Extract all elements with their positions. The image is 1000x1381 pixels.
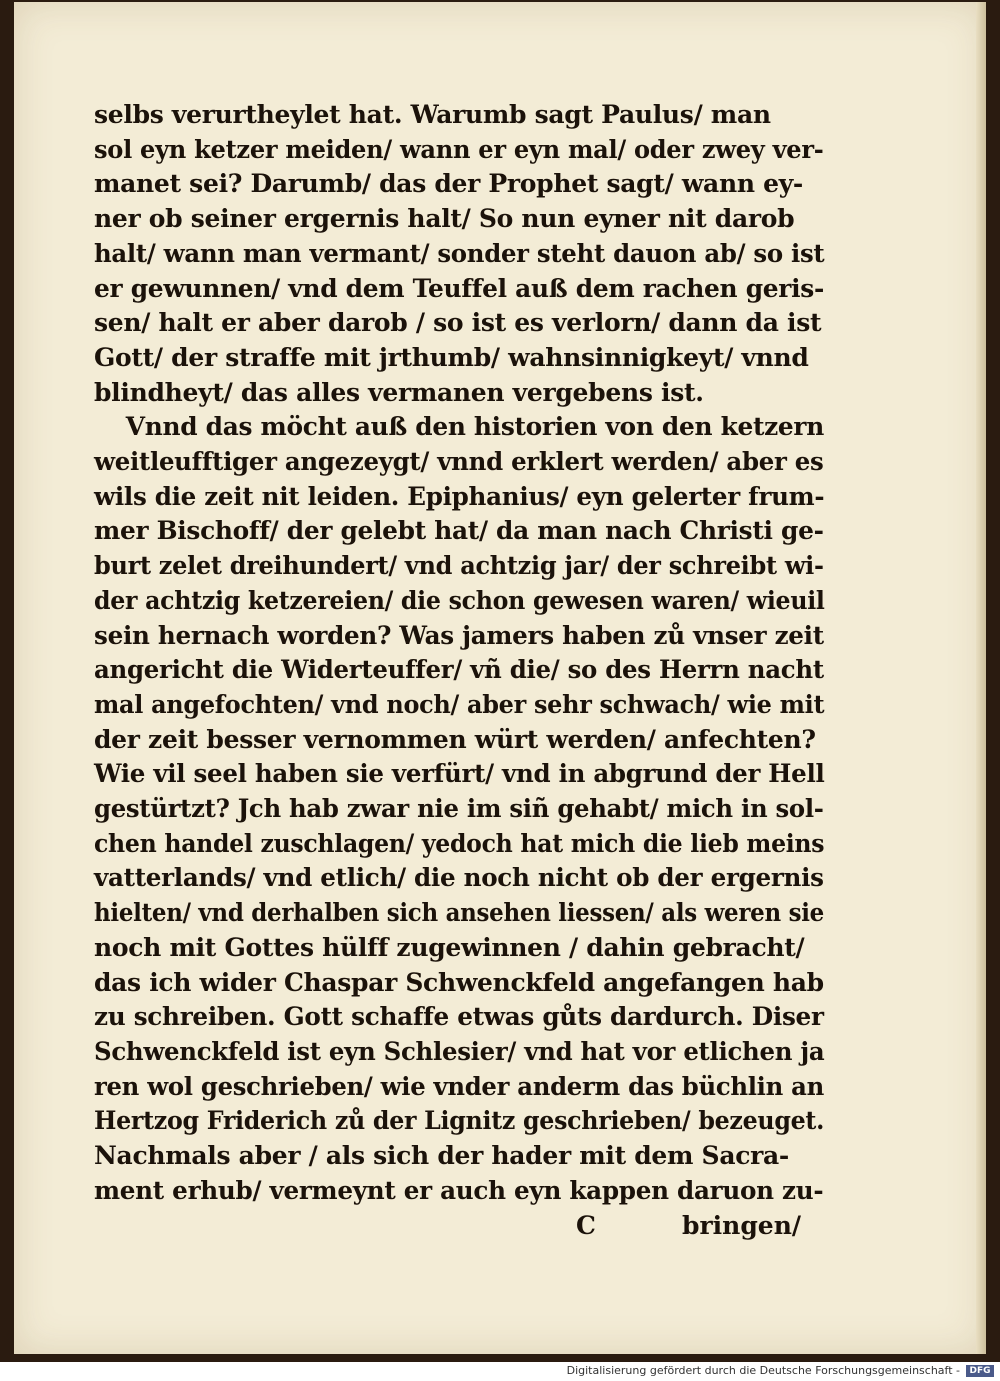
text-line: manet sei? Darumb/ das der Prophet sagt/ wann ey-	[94, 169, 804, 199]
text-line: Hertzog Friderich zů der Lignitz geschrieben/ bezeuget.	[94, 1106, 825, 1136]
signature-mark: C	[576, 1210, 596, 1240]
text-line: ren wol geschrieben/ wie vnder anderm das büchlin an	[94, 1071, 825, 1101]
book-page	[14, 2, 986, 1354]
text-line: der achtzig ketzereien/ die schon gewesen waren/ wieuil	[94, 585, 825, 615]
text-line: sen/ halt er aber darob / so ist es verlorn/ dann da ist	[94, 308, 822, 338]
page-footer	[94, 1209, 824, 1244]
text-line: sein hernach worden? Was jamers haben zů vnser zeit	[94, 620, 824, 650]
text-line: Vnnd das möcht auß den historien von den ketzern	[125, 412, 824, 442]
text-line: Wie vil seel haben sie verfürt/ vnd in abgrund der Hell	[94, 759, 825, 789]
text-line: blindheyt/ das alles vermanen vergebens ist.	[94, 377, 704, 407]
text-line: das ich wider Chaspar Schwenckfeld angefangen hab	[94, 967, 824, 997]
text-line: mal angefochten/ vnd noch/ aber sehr schwach/ wie mit	[94, 689, 825, 719]
text-line: gestürtzt? Jch hab zwar nie im siñ gehabt/ mich in sol-	[94, 794, 824, 824]
text-line: Nachmals aber / als sich der hader mit dem Sacra-	[94, 1141, 789, 1171]
text-line: selbs verurtheylet hat. Warumb sagt Paulus/ man	[94, 100, 771, 129]
dfg-logo-icon: DFG	[966, 1365, 994, 1377]
text-line: ner ob seiner ergernis halt/ So nun eyner nit darob	[94, 204, 795, 234]
text-line: angericht die Widerteuffer/ vñ die/ so des Herrn nacht	[94, 655, 824, 685]
text-line: ment erhub/ vermeynt er auch eyn kappen daruon zu-	[94, 1175, 824, 1205]
text-block	[94, 98, 824, 1243]
text-line: vatterlands/ vnd etlich/ die noch nicht ob der ergernis	[94, 863, 824, 893]
text-line: chen handel zuschlagen/ yedoch hat mich die lieb meins	[94, 828, 825, 858]
text-line: sol eyn ketzer meiden/ wann er eyn mal/ oder zwey ver-	[94, 134, 824, 164]
page-edge	[976, 2, 986, 1354]
credit-bar	[0, 1362, 1000, 1381]
catchword: bringen/	[682, 1210, 802, 1240]
text-line: noch mit Gottes hülff zugewinnen / dahin gebracht/	[94, 932, 805, 962]
text-line: der zeit besser vernommen würt werden/ anfechten?	[94, 724, 816, 754]
text-line: weitleufftiger angezeygt/ vnnd erklert werden/ aber es	[94, 447, 824, 477]
text-line: wils die zeit nit leiden. Epiphanius/ eyn gelerter frum-	[94, 481, 825, 511]
text-line: Schwenckfeld ist eyn Schlesier/ vnd hat vor etlichen ja	[94, 1036, 825, 1066]
text-line: er gewunnen/ vnd dem Teuffel auß dem rachen geris-	[94, 273, 825, 303]
text-line: burt zelet dreihundert/ vnd achtzig jar/ der schreibt wi-	[94, 551, 824, 581]
text-line: halt/ wann man vermant/ sonder steht dauon ab/ so ist	[94, 238, 825, 268]
text-line: hielten/ vnd derhalben sich ansehen liessen/ als weren sie	[94, 898, 824, 928]
text-line: zu schreiben. Gott schaffe etwas gůts dardurch. Diser	[94, 1002, 824, 1032]
text-line: mer Bischoff/ der gelebt hat/ da man nach Christi ge-	[94, 516, 824, 546]
funding-credit: Digitalisierung gefördert durch die Deutsche Forschungsgemeinschaft -	[566, 1364, 960, 1377]
text-line: Gott/ der straffe mit jrthumb/ wahnsinnigkeyt/ vnnd	[94, 342, 809, 372]
